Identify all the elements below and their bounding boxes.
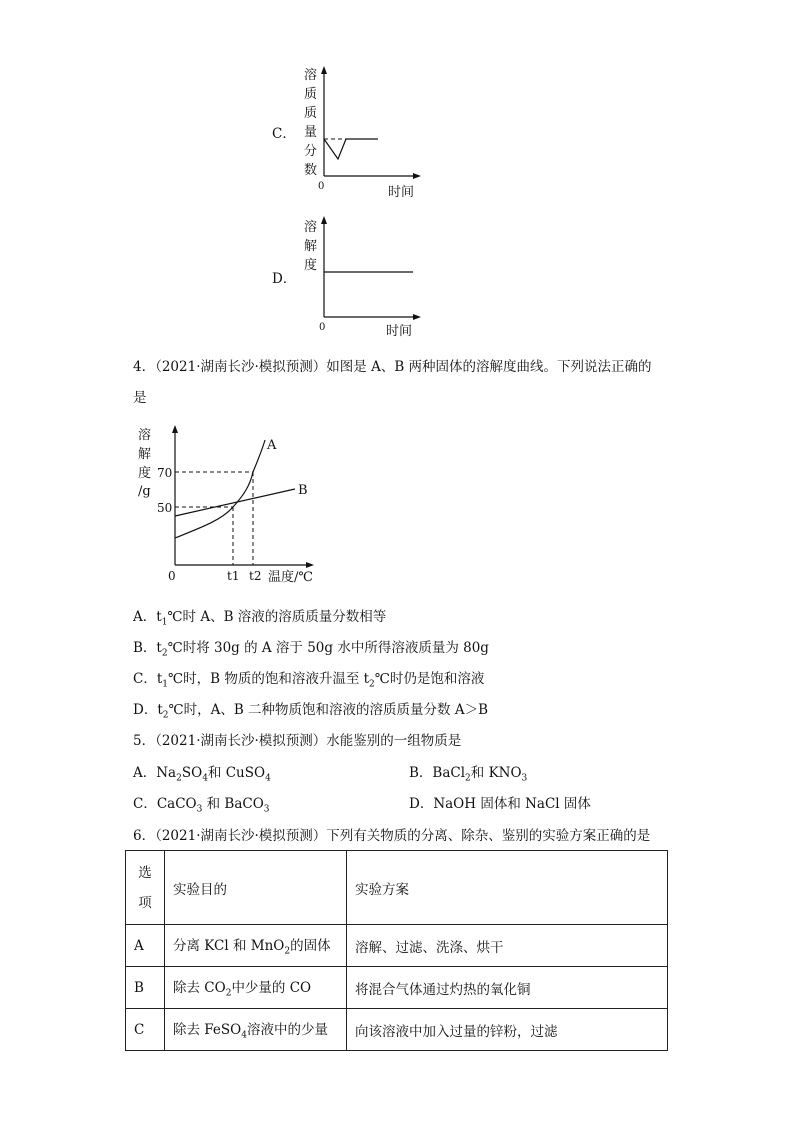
q4-chart-ylabel-2: 解 <box>138 447 152 462</box>
graph-c-xlabel: 时间 <box>388 185 415 200</box>
q5-option-d[interactable]: D．NaOH 固体和 NaCl 固体 <box>409 796 591 812</box>
graph-c-ylabel-4: 量 <box>304 125 318 140</box>
graph-d-xlabel: 时间 <box>386 324 413 339</box>
table-row <box>126 967 668 1009</box>
graph-d-ylabel-1: 溶 <box>304 220 318 235</box>
q5-option-c[interactable]: C．CaCO$_3$ 和 BaCO$_3$ <box>133 796 270 815</box>
q4-stem-line1: 4．（2021·湖南长沙·模拟预测）如图是 A、B 两种固体的溶解度曲线。下列说法正确的 <box>133 359 652 375</box>
q4-curve-b <box>175 489 295 516</box>
table-cell-plan: 将混合气体通过灼热的氧化铜 <box>347 967 668 1009</box>
q5-stem: 5．（2021·湖南长沙·模拟预测）水能鉴别的一组物质是 <box>133 733 462 749</box>
table-cell-plan: 溶解、过滤、洗涤、烘干 <box>347 925 668 967</box>
table-row <box>126 1009 668 1051</box>
q4-chart-ylabel-1: 溶 <box>138 428 152 443</box>
graph-d-y-arrow-icon <box>321 216 327 224</box>
graph-c-ylabel-3: 质 <box>304 106 318 121</box>
table-cell-option: A <box>126 925 165 967</box>
q4-ytick-70: 70 <box>157 466 173 480</box>
table-header-goal: 实验目的 <box>165 851 347 925</box>
graph-c <box>296 62 426 202</box>
table-row <box>126 925 668 967</box>
option-d-label: D． <box>272 271 297 287</box>
table-cell-option: C <box>126 1009 165 1051</box>
table-header-option: 选 项 <box>126 851 165 925</box>
q4-origin: 0 <box>168 569 176 583</box>
q4-option-b[interactable]: B．$t_2℃$时将 30g 的 A 溶于 50g 水中所得溶液质量为 80g <box>133 640 489 659</box>
q4-curve-a <box>175 440 265 538</box>
q4-option-d[interactable]: D．$t_2℃$时，A、B 二种物质饱和溶液的溶质质量分数 A＞B <box>133 702 489 721</box>
q6-table <box>125 850 668 1051</box>
graph-c-ylabel-2: 质 <box>304 87 318 102</box>
graph-c-y-arrow-icon <box>321 66 327 74</box>
q4-chart-ylabel-3: 度 <box>138 466 152 481</box>
graph-d <box>296 212 426 344</box>
q5-option-a[interactable]: A．$Na_2SO_4$和 CuSO$_4$ <box>133 765 271 784</box>
table-header-plan: 实验方案 <box>347 851 668 925</box>
q4-chart-xlabel: 温度/℃ <box>268 570 313 585</box>
graph-c-curve <box>324 139 378 159</box>
graph-c-ylabel-6: 数 <box>304 163 318 178</box>
graph-c-origin: 0 <box>318 181 325 192</box>
q4-curve-b-label: B <box>298 483 308 498</box>
option-c-label: C． <box>272 126 296 142</box>
graph-d-ylabel-2: 解 <box>304 239 318 254</box>
graph-c-ylabel-1: 溶 <box>304 68 318 83</box>
q4-chart-y-arrow-icon <box>172 425 178 433</box>
table-cell-goal: 除去 $CO_2$中少量的 CO <box>165 967 347 1009</box>
graph-c-x-arrow-icon <box>413 173 421 179</box>
q4-chart-ylabel-4: /g <box>138 484 151 499</box>
graph-d-origin: 0 <box>319 322 326 333</box>
q4-xtick-t1: t1 <box>227 569 240 583</box>
table-cell-plan: 向该溶液中加入过量的锌粉，过滤 <box>347 1009 668 1051</box>
q4-stem-line2: 是 <box>133 390 147 406</box>
q4-solubility-chart <box>130 420 330 590</box>
q4-option-c[interactable]: C．$t_1℃$时，B 物质的饱和溶液升温至 $t_2℃$时仍是饱和溶液 <box>133 671 485 690</box>
graph-d-ylabel-3: 度 <box>304 258 318 273</box>
table-cell-option: B <box>126 967 165 1009</box>
table-header-row <box>126 851 668 925</box>
table-cell-goal: 分离 KCl 和 MnO$_2$的固体 <box>165 925 347 967</box>
q4-curve-a-label: A <box>267 438 277 453</box>
q4-option-a[interactable]: A．$t_1℃$时 A、B 溶液的溶质质量分数相等 <box>133 609 387 628</box>
table-cell-goal: 除去 FeSO$_4$溶液中的少量 <box>165 1009 347 1051</box>
q4-ytick-50: 50 <box>157 501 173 515</box>
graph-c-ylabel-5: 分 <box>304 144 318 159</box>
q4-chart-x-arrow-icon <box>306 562 314 568</box>
graph-d-x-arrow-icon <box>413 314 421 320</box>
q6-stem: 6．（2021·湖南长沙·模拟预测）下列有关物质的分离、除杂、鉴别的实验方案正确的是 <box>133 828 651 844</box>
q5-option-b[interactable]: B．BaCl$_2$和 $KNO_3$ <box>409 765 528 784</box>
q4-xtick-t2: t2 <box>249 569 262 583</box>
